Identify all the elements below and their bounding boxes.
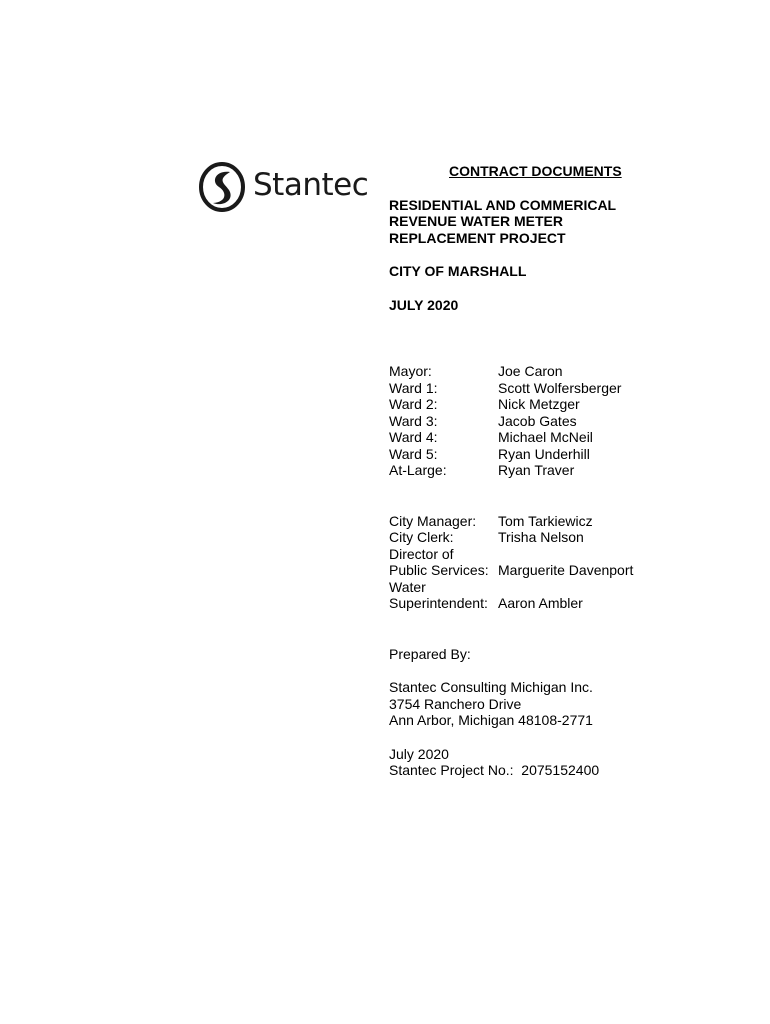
council-label: Ward 4: [389, 429, 438, 445]
council-label: Mayor: [389, 363, 432, 379]
official-name: Marguerite Davenport [498, 562, 634, 578]
project-title-line: REVENUE WATER METER [389, 213, 563, 229]
stantec-wordmark: Stantec [253, 167, 369, 203]
stantec-logo [197, 160, 377, 216]
footer-info [389, 746, 759, 779]
official-name: Trisha Nelson [498, 529, 584, 545]
council-row [389, 446, 759, 463]
city-name: CITY OF MARSHALL [389, 263, 527, 279]
footer-date: July 2020 [389, 745, 449, 762]
official-label: City Clerk: [389, 529, 454, 545]
document-title: CONTRACT DOCUMENTS [449, 163, 622, 179]
official-row [389, 579, 759, 596]
official-row [389, 546, 759, 563]
council-name: Ryan Underhill [498, 445, 590, 462]
stantec-emblem-icon [197, 160, 247, 214]
council-row [389, 363, 759, 380]
council-name: Michael McNeil [498, 429, 593, 445]
council-label: Ward 5: [389, 445, 438, 462]
official-label: Water [389, 578, 426, 595]
council-row [389, 462, 759, 479]
project-number: Stantec Project No.: 2075152400 [389, 762, 600, 778]
council-name: Nick Metzger [498, 396, 580, 412]
project-title-line: RESIDENTIAL AND COMMERICAL [389, 196, 617, 213]
official-label: City Manager: [389, 512, 477, 529]
council-label: At-Large: [389, 462, 447, 478]
project-title-line: REPLACEMENT PROJECT [389, 229, 566, 246]
prepared-by-label: Prepared By: [389, 645, 471, 662]
official-name [498, 579, 759, 596]
council-name: Joe Caron [498, 363, 563, 379]
council-row [389, 429, 759, 446]
official-name [498, 546, 759, 563]
official-name: Tom Tarkiewicz [498, 512, 593, 529]
council-label: Ward 3: [389, 412, 438, 429]
council-row [389, 396, 759, 413]
official-label: Director of [389, 545, 454, 562]
document-date: JULY 2020 [389, 296, 459, 313]
council-row [389, 380, 759, 397]
council-label: Ward 2: [389, 396, 438, 412]
official-row [389, 595, 759, 612]
council-label: Ward 1: [389, 379, 438, 396]
council-row [389, 413, 759, 430]
council-list [389, 363, 759, 479]
officials-list [389, 513, 759, 612]
firm-line: Ann Arbor, Michigan 48108-2771 [389, 712, 593, 728]
council-name: Scott Wolfersberger [498, 379, 622, 396]
official-label: Superintendent: [389, 595, 488, 611]
firm-line: Stantec Consulting Michigan Inc. [389, 679, 593, 695]
official-row [389, 562, 759, 579]
official-label: Public Services: [389, 562, 489, 578]
council-name: Ryan Traver [498, 462, 575, 478]
project-title [389, 197, 759, 247]
council-name: Jacob Gates [498, 412, 577, 429]
official-row [389, 529, 759, 546]
firm-line: 3754 Ranchero Drive [389, 695, 522, 712]
cover-content [389, 163, 759, 779]
official-name: Aaron Ambler [498, 595, 583, 611]
firm-address [389, 679, 759, 729]
official-row [389, 513, 759, 530]
